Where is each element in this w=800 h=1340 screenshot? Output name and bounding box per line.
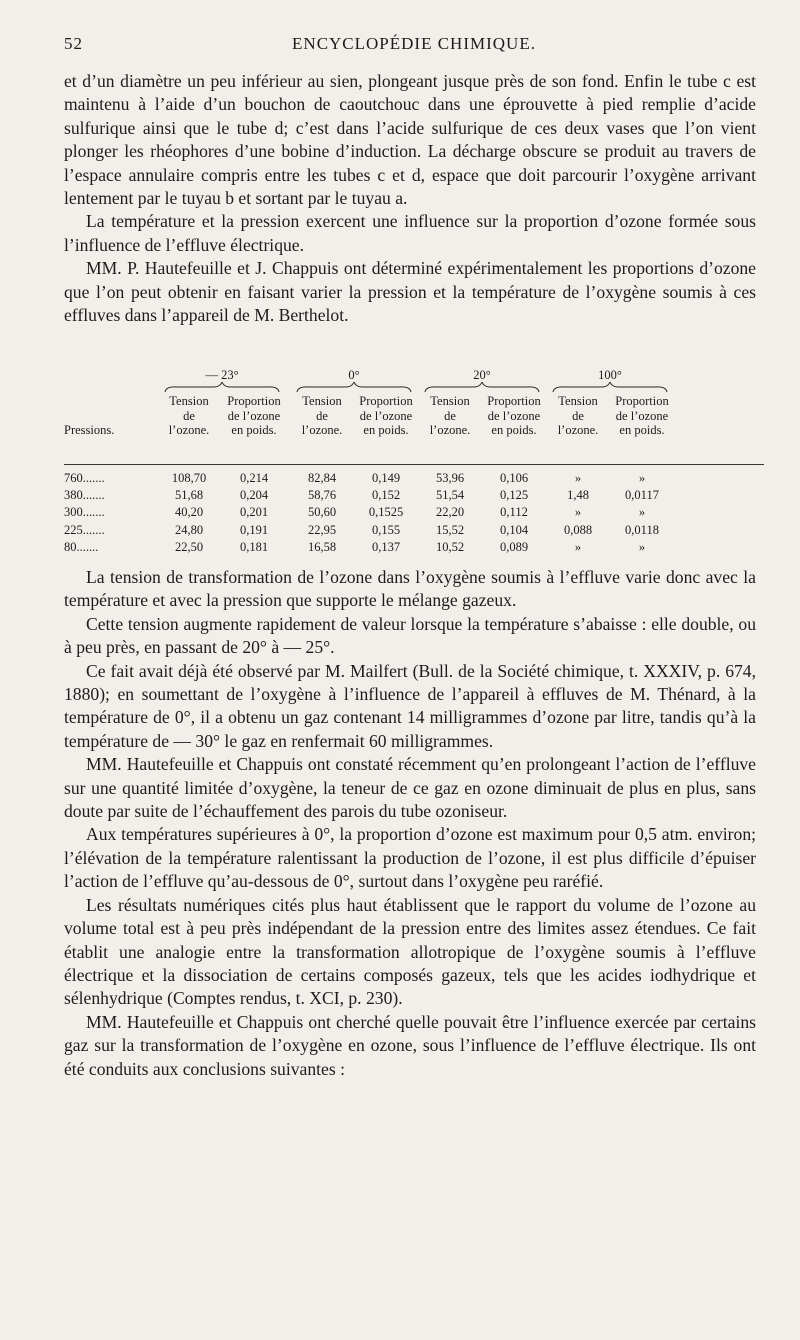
table-cell: » [638, 540, 646, 554]
row-pressure: 300....... [64, 505, 105, 519]
column-header-tension: Tension [430, 394, 470, 408]
column-header-proportion: en poids. [363, 423, 409, 437]
paragraph: Ce fait avait déjà été observé par M. Mailfert (Bull. de la Société chimique, t. XXXIV, p. 674, 1880); en soumettant de l’oxygène à l’influence de l’appareil à effluves de M. Thénard, à la température de 0°, il a obtenu un gaz contenant 14 milligrammes d’ozone par litre, tandis qu’à la température de — 30° le gaz en renfermait 60 milligrammes. [64, 660, 756, 751]
table-cell: 0,191 [239, 523, 269, 537]
column-header-tension: l’ozone. [301, 423, 343, 437]
row-pressure: 225....... [64, 523, 105, 537]
table-cell: 108,70 [171, 471, 207, 485]
table-cell: » [574, 505, 582, 519]
table-cell: 0,112 [500, 505, 528, 519]
column-header-pressions: Pressions. [64, 423, 115, 437]
brace-icon [164, 382, 280, 394]
header-rule [64, 464, 764, 465]
table-cell: 0,088 [563, 523, 593, 537]
temperature-label: 100° [598, 368, 622, 382]
column-header-proportion: en poids. [231, 423, 277, 437]
table-cell: 0,125 [499, 488, 529, 502]
temperature-label: 20° [473, 368, 491, 382]
paragraph: Cette tension augmente rapidement de valeur lorsque la température s’abaisse : elle double, ou à peu près, en passant de 20° à — 25°. [64, 613, 756, 658]
column-header-tension: de [444, 408, 456, 423]
column-header-proportion: Proportion [227, 394, 281, 408]
table-cell: 0,204 [239, 488, 269, 502]
table-cell: 10,52 [435, 540, 465, 554]
column-header-tension: Tension [558, 394, 598, 408]
table-cell: 53,96 [435, 471, 465, 485]
table-cell: 58,76 [307, 488, 337, 502]
paragraph: et d’un diamètre un peu inférieur au sien, plongeant jusque près de son fond. Enfin le tube c est maintenu à l’aide d’un bouchon de caoutchouc dans une éprouvette à pied remplie d’acide sulfurique ainsi que le tube d; c’est dans l’acide sulfurique de ces deux vases que l’on vient plonger les rhéophores d’une bobine d’induction. La décharge obscure se produit au travers de l’espace annulaire compris entre les tubes c et d, espace que doit parcourir l’oxygène arrivant lentement par le tuyau b et sortant par le tuyau a. [64, 71, 756, 209]
row-pressure: 760....... [64, 471, 105, 485]
brace-icon [296, 382, 412, 394]
table-cell: 0,089 [499, 540, 529, 554]
table-cell: 82,84 [307, 471, 337, 485]
column-header-proportion: de l’ozone [359, 408, 413, 423]
table-cell: 16,58 [307, 540, 337, 554]
column-header-proportion: en poids. [619, 423, 665, 437]
table-cell: 0,106 [499, 471, 529, 485]
table-cell: 0,152 [371, 488, 401, 502]
column-header-tension: Tension [302, 394, 342, 408]
table-cell: 0,1525 [368, 505, 404, 519]
temperature-label: — 23° [205, 368, 239, 382]
table-cell: 1,48 [567, 488, 589, 502]
table-cell: 51,68 [174, 488, 204, 502]
paragraph: Aux températures supérieures à 0°, la proportion d’ozone est maximum pour 0,5 atm. environ; l’élévation de la température ralentissant la production de l’ozone, il est plus difficile d’épuiser l’action de l’effluve qu’au-dessous de 0°, surtout dans l’oxygène peu raréfié. [64, 824, 756, 892]
column-header-proportion: Proportion [615, 394, 669, 408]
table-cell: 0,149 [371, 471, 401, 485]
table-cell: 24,80 [174, 523, 204, 537]
table-cell: » [638, 505, 646, 519]
paragraph: La tension de transformation de l’ozone dans l’oxygène soumis à l’effluve varie donc avec la température et avec la pression que supporte le mélange gazeux. [64, 567, 756, 611]
paragraph: Les résultats numériques cités plus haut établissent que le rapport du volume de l’ozone au volume total est à peu près indépendant de la pression entre des limites assez étendues. Ce fait établit une analogie entre la transformation allotropique de l’oxygène soumis à l’effluve électrique et la dissociation de certains composés gazeux, tels que les acides iodhydrique et sélenhydrique (Comptes rendus, t. XCI, p. 230). [64, 894, 756, 1009]
table-cell: 40,20 [174, 505, 204, 519]
table-cell: 15,52 [435, 523, 465, 537]
table-cell: 0,137 [371, 540, 401, 554]
table-cell: 0,181 [239, 540, 269, 554]
column-header-tension: l’ozone. [429, 423, 471, 437]
table-cell: » [574, 471, 582, 485]
paragraph: MM. Hautefeuille et Chappuis ont constaté récemment qu’en prolongeant l’action de l’effluve sur une quantité limitée d’oxygène, la teneur de ce gaz en ozone diminuait de plus en plus, sans doute par suite de l’échauffement des parois du tube ozoniseur. [64, 754, 756, 822]
paragraph: MM. P. Hautefeuille et J. Chappuis ont déterminé expérimentalement les proportions d’ozone que l’on peut obtenir en faisant varier la pression et la température de l’oxygène soumis à ces effluves dans l’appareil de M. Berthelot. [64, 258, 756, 326]
column-header-proportion: Proportion [487, 394, 541, 408]
text-block-top [64, 70, 756, 327]
table-cell: » [574, 540, 582, 554]
column-header-proportion: de l’ozone [227, 408, 281, 423]
table-cell: 22,20 [435, 505, 465, 519]
table-cell: 0,214 [239, 471, 269, 485]
table-cell: 50,60 [307, 505, 337, 519]
text-block-bottom [64, 566, 756, 1081]
table-cell: 0,201 [239, 505, 269, 519]
table-cell: 0,155 [371, 523, 401, 537]
page-number: 52 [64, 34, 83, 53]
column-header-tension: l’ozone. [557, 423, 599, 437]
table-cell: 0,104 [499, 523, 529, 537]
column-header-proportion: de l’ozone [487, 408, 541, 423]
table-cell: 22,95 [307, 523, 337, 537]
temperature-label: 0° [348, 368, 360, 382]
row-pressure: 80....... [64, 540, 99, 554]
ozone-table [64, 368, 764, 559]
column-header-proportion: Proportion [359, 394, 413, 408]
column-header-tension: de [572, 408, 584, 423]
row-pressure: 380....... [64, 488, 105, 502]
column-header-tension: de [316, 408, 328, 423]
column-header-tension: l’ozone. [168, 423, 210, 437]
column-header-tension: de [183, 408, 195, 423]
table-cell: 22,50 [174, 540, 204, 554]
running-title: ENCYCLOPÉDIE CHIMIQUE. [292, 34, 536, 53]
table-cell: » [638, 471, 646, 485]
brace-icon [552, 382, 668, 394]
brace-icon [424, 382, 540, 394]
paragraph: La température et la pression exercent une influence sur la proportion d’ozone formée sous l’influence de l’effluve électrique. [64, 211, 756, 255]
column-header-proportion: en poids. [491, 423, 537, 437]
column-header-tension: Tension [169, 394, 209, 408]
table-cell: 51,54 [435, 488, 465, 502]
column-header-proportion: de l’ozone [615, 408, 669, 423]
paragraph: MM. Hautefeuille et Chappuis ont cherché quelle pouvait être l’influence exercée par certains gaz sur la transformation de l’oxygène en ozone, sous l’influence de l’effluve électrique. Ils ont été conduits aux conclusions suivantes : [64, 1011, 756, 1079]
table-cell: 0,0117 [625, 488, 659, 502]
running-header [64, 34, 764, 58]
table-cell: 0,0118 [625, 523, 659, 537]
